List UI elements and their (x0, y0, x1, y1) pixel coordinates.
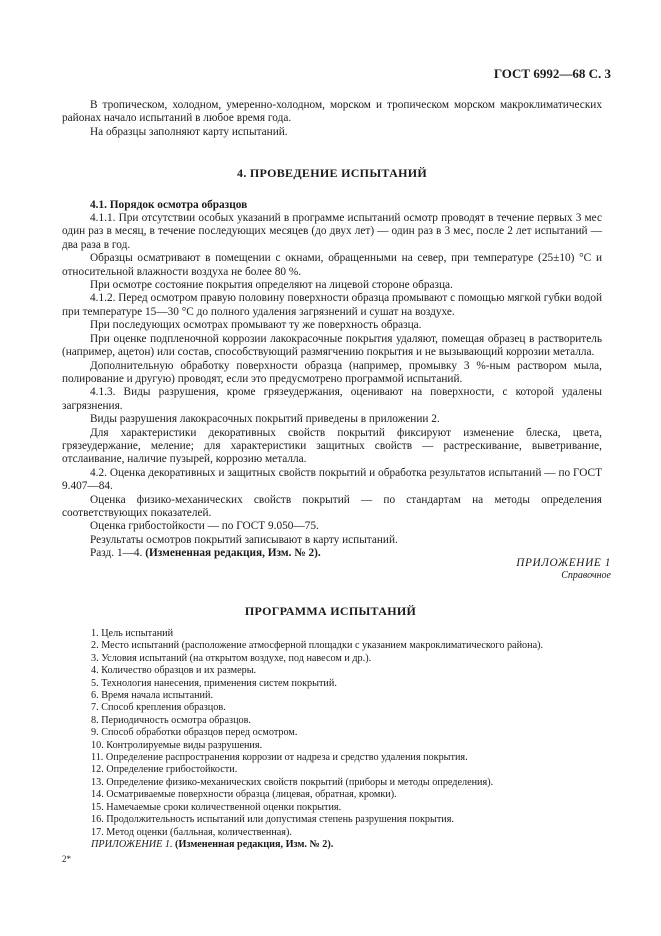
appendix-label-block (516, 557, 611, 581)
list-item: 14. Осматриваемые поверхности образца (лицевая, обратная, кромки). (91, 789, 397, 801)
list-item: 9. Способ обработки образцов перед осмотром. (91, 727, 298, 739)
appendix-label: ПРИЛОЖЕНИЕ 1 (516, 557, 611, 569)
list-item: 17. Метод оценки (балльная, количественная). (91, 826, 292, 838)
paragraph: 4.2. Оценка декоративных и защитных свойств покрытий и обработка результатов испытаний — по ГОСТ 9.407—84. (62, 466, 602, 493)
paragraph: 4.1.1. При отсутствии особых указаний в программе испытаний осмотр проводят в течение первых 3 мес один раз в месяц, в течение последующих месяцев (до двух лет) — один раз в 3 мес, после 2 лет испытаний — два раза в год. (62, 212, 602, 251)
edit-note-italic: ПРИЛОЖЕНИЕ 1. (91, 838, 173, 850)
paragraph: Образцы осматривают в помещении с окнами, обращенными на север, при температуре (25±10) °С и относительной влажности воздуха не более 80 %. (62, 252, 602, 278)
edit-note-bold: (Измененная редакция, Изм. № 2). (145, 547, 321, 560)
paragraph: Оценка физико-механических свойств покрытий — по стандартам на методы определения соответствующих показателей. (62, 493, 602, 519)
paragraph: Результаты осмотров покрытий записывают в карту испытаний. (90, 533, 398, 546)
paragraph: 4.1.2. Перед осмотром правую половину поверхности образца промывают с помощью мягкой губки водой при температуре 15—30 °С до полного удаления загрязнений и сушат на воздухе. (62, 292, 603, 318)
list-item: 4. Количество образцов и их размеры. (91, 665, 257, 677)
paragraph: Для характеристики декоративных свойств покрытий фиксируют изменение блеска, цвета, грязеудержание, меление; для характеристики защитных свойств — растрескивание, выветривание, отслаивание, наличие пузырей, коррозию металла. (62, 426, 602, 466)
list-item: 12. Определение грибостойкости. (91, 764, 238, 776)
appendix-kind: Справочное (561, 570, 611, 581)
list-item: 7. Способ крепления образцов. (91, 702, 226, 714)
list-item: 6. Время начала испытаний. (91, 690, 214, 702)
list-item: 2. Место испытаний (расположение атмосферной площадки с указанием макроклиматического района). (91, 640, 544, 652)
list-item: 11. Определение распространения коррозии от надреза и средство удаления покрытия. (91, 752, 468, 764)
section-title: 4. ПРОВЕДЕНИЕ ИСПЫТАНИЙ (237, 166, 427, 181)
paragraph: Виды разрушения лакокрасочных покрытий приведены в приложении 2. (90, 413, 440, 426)
edit-note (91, 839, 611, 851)
program-list (91, 628, 611, 851)
list-item: 15. Намечаемые сроки количественной оценки покрытия. (91, 801, 342, 813)
list-item: 10. Контролируемые виды разрушения. (91, 739, 263, 751)
list-item: 16. Продолжительность испытаний или допустимая степень разрушения покрытия. (91, 814, 454, 826)
page-footer-mark: 2* (62, 854, 71, 864)
page-header: ГОСТ 6992—68 С. 3 (493, 66, 611, 81)
list-item: 3. Условия испытаний (на открытом воздухе, под навесом и др.). (91, 652, 372, 664)
paragraph: 4.1.3. Виды разрушения, кроме грязеудержания, оценивают на поверхности, с которой удалены загрязнения. (62, 386, 602, 412)
paragraph: При последующих осмотрах промывают ту же поверхность образца. (90, 319, 422, 332)
edit-note-prefix: Разд. 1—4. (90, 547, 143, 560)
subsection-title: 4.1. Порядок осмотра образцов (90, 198, 248, 211)
paragraph: На образцы заполняют карту испытаний. (90, 125, 288, 138)
list-item: 8. Периодичность осмотра образцов. (91, 714, 251, 726)
edit-note-bold: (Измененная редакция, Изм. № 2). (175, 838, 334, 850)
list-item: 1. Цель испытаний (91, 628, 174, 639)
main-text (62, 99, 602, 561)
program-title: ПРОГРАММА ИСПЫТАНИЙ (244, 604, 417, 618)
paragraph: Дополнительную обработку поверхности образца (например, промывку 3 %-ным раствором мыла, полирование и другую) проводят, если это предусмотрено программой испытаний. (62, 359, 602, 385)
paragraph: Оценка грибостойкости — по ГОСТ 9.050—75. (90, 520, 319, 533)
paragraph: При осмотре состояние покрытия определяют на лицевой стороне образца. (90, 279, 453, 292)
paragraph: В тропическом, холодном, умеренно-холодном, морском и тропическом морском макроклиматических районах начало испытаний в любое время года. (62, 99, 602, 125)
list-item: 5. Технология нанесения, применения систем покрытий. (91, 677, 337, 689)
paragraph: При оценке подпленочной коррозии лакокрасочные покрытия удаляют, помещая образец в растворитель (например, ацетон) или состав, способствующий размягчению покрытия и не вызывающий коррозии металла. (62, 332, 602, 359)
list-item: 13. Определение физико-механических свойств покрытий (приборы и методы определения). (91, 776, 494, 788)
